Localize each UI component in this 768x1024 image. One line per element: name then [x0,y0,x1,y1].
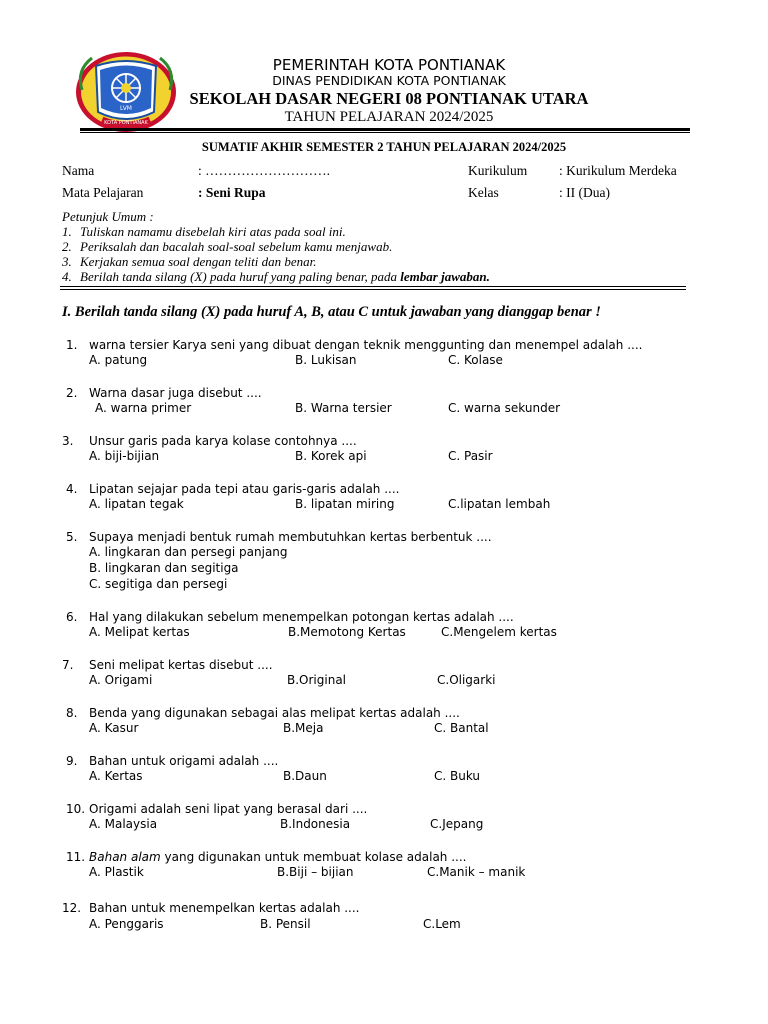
question-text: Supaya menjadi bentuk rumah membutuhkan kertas berbentuk .... [89,530,492,544]
option-c: C.Mengelem kertas [441,625,557,639]
option-c: C.Jepang [430,817,484,831]
subject-value: : Seni Rupa [198,185,266,200]
header-department: DINAS PENDIDIKAN KOTA PONTIANAK [272,73,506,88]
option-b: B. Warna tersier [295,401,392,415]
question-text: Bahan untuk origami adalah .... [89,754,279,768]
section-title: I. Berilah tanda silang (X) pada huruf A, B, atau C untuk jawaban yang dianggap benar ! [62,304,601,320]
question-number: 6. [66,610,78,624]
name-label: Nama [62,163,95,178]
option-a: A. Plastik [89,865,144,879]
option-c: C. Bantal [434,721,489,735]
instruction-item: 2. Periksalah dan bacalah soal-soal sebelum kamu menjawab. [62,239,393,254]
option-b: B.Indonesia [280,817,351,831]
question-number: 5. [66,530,78,544]
option-b: B. lingkaran dan segitiga [89,561,239,575]
header-school-name: SEKOLAH DASAR NEGERI 08 PONTIANAK UTARA [189,89,589,108]
question-number: 1. [66,338,78,352]
question-number: 11. [66,850,86,864]
question-text: Hal yang dilakukan sebelum menempelkan potongan kertas adalah .... [89,610,514,624]
option-c: C.Lem [423,917,461,931]
instructions-title: Petunjuk Umum : [62,209,154,224]
header-divider-thin [80,132,690,133]
option-a: A. patung [89,353,148,367]
option-a: A. Penggaris [89,917,164,931]
question-text: Bahan untuk menempelkan kertas adalah .... [89,901,360,915]
option-a: A. Malaysia [89,817,158,831]
option-b: B.Daun [283,769,327,783]
instruction-item: 3. Kerjakan semua soal dengan teliti dan benar. [62,254,317,269]
exam-title: SUMATIF AKHIR SEMESTER 2 TAHUN PELAJARAN 2024/2025 [201,140,567,154]
option-a: A. biji-bijian [89,449,160,463]
option-b: B. Pensil [260,917,311,931]
question-number: 4. [66,482,78,496]
question-number: 2. [66,386,78,400]
option-b: B.Memotong Kertas [288,625,406,639]
question-text: Benda yang digunakan sebagai alas melipat kertas adalah .... [89,706,460,720]
question-text: Lipatan sejajar pada tepi atau garis-garis adalah .... [89,482,400,496]
answer-sheet-emphasis: lembar jawaban. [400,269,490,284]
option-a: A. Kertas [89,769,143,783]
option-a: A. lipatan tegak [89,497,184,511]
option-b: B. lipatan miring [295,497,395,511]
question-number: 10. [66,802,86,816]
option-c: C.Manik – manik [427,865,526,879]
instructions [62,209,490,284]
question-text: Unsur garis pada karya kolase contohnya .... [89,434,357,448]
header-school-year: TAHUN PELAJARAN 2024/2025 [284,109,494,125]
option-b: B. Korek api [295,449,367,463]
option-a: A. warna primer [95,401,192,415]
subject-label: Mata Pelajaran [62,185,144,200]
question-number: 8. [66,706,78,720]
option-b: B.Meja [283,721,324,735]
option-c: C. Buku [434,769,481,783]
option-a: A. Kasur [89,721,139,735]
option-a: A. lingkaran dan persegi panjang [89,545,288,559]
option-c: C. Kolase [448,353,503,367]
option-c: C.Oligarki [437,673,496,687]
logo-center-text: LVM [120,105,132,112]
class-label: Kelas [468,185,499,200]
question-text: Origami adalah seni lipat yang berasal dari .... [89,802,368,816]
instruction-item: 1. Tuliskan namamu disebelah kiri atas pada soal ini. [62,224,346,239]
option-b: B. Lukisan [295,353,357,367]
option-c: C. segitiga dan persegi [89,577,228,591]
option-c: C. Pasir [448,449,493,463]
question-text: Seni melipat kertas disebut .... [89,658,273,672]
option-a: A. Melipat kertas [89,625,190,639]
question-number: 9. [66,754,78,768]
curriculum-value: : Kurikulum Merdeka [559,163,677,178]
question-text: Warna dasar juga disebut .... [89,386,262,400]
option-c: C. warna sekunder [448,401,561,415]
header-divider [80,128,690,131]
section-divider-thin [60,289,686,290]
question-number: 3. [62,434,74,448]
option-b: B.Original [287,673,347,687]
option-c: C.lipatan lembah [448,497,551,511]
class-value: : II (Dua) [559,185,610,200]
question-text: warna tersier Karya seni yang dibuat dengan teknik menggunting dan menempel adalah .... [89,338,643,352]
logo-banner-text: KOTA PONTIANAK [104,120,148,126]
instruction-item: 4. Berilah tanda silang (X) pada huruf yang paling benar, pada lembar jawaban. [62,269,490,284]
option-a: A. Origami [89,673,153,687]
section-divider [60,286,686,287]
question-text: Bahan alam yang digunakan untuk membuat kolase adalah .... [89,850,467,864]
header-government: PEMERINTAH KOTA PONTIANAK [272,56,506,74]
question-number: 12. [62,901,82,915]
curriculum-label: Kurikulum [468,163,528,178]
question-number: 7. [62,658,74,672]
option-b: B.Biji – bijian [277,865,354,879]
name-value: : ………………………. [198,163,331,178]
